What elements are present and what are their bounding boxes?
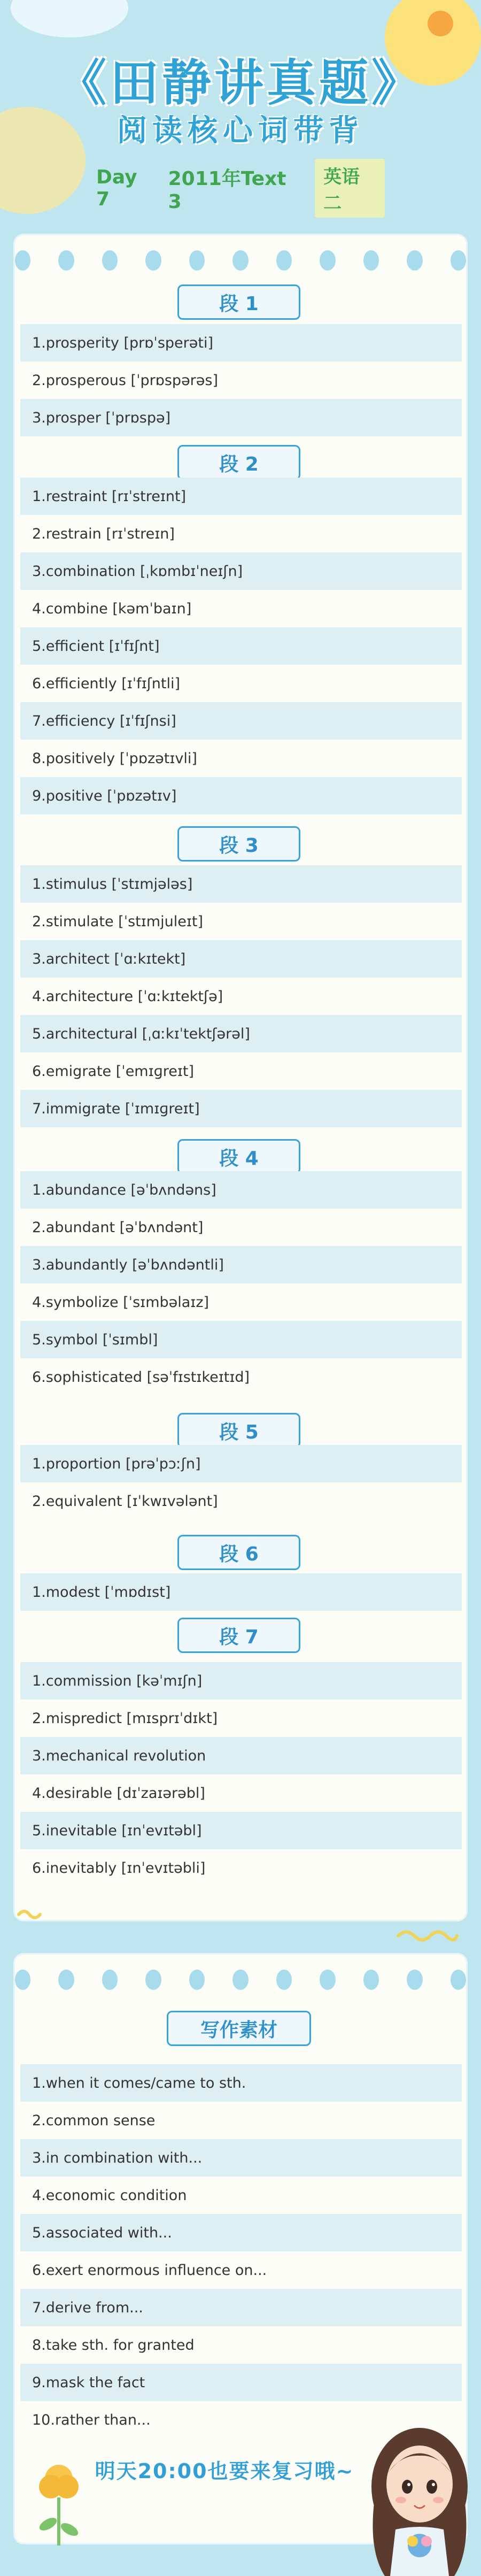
phrase-row: 7.derive from... bbox=[20, 2289, 462, 2326]
word-row: 8.positively [ˈpɒzətɪvli] bbox=[20, 740, 462, 777]
section-7-header: 段 7 bbox=[177, 1618, 300, 1653]
binder-holes bbox=[15, 250, 466, 271]
word-row: 5.inevitable [ɪnˈevɪtəbl] bbox=[20, 1812, 462, 1849]
word-row: 6.sophisticated [səˈfɪstɪkeɪtɪd] bbox=[20, 1358, 462, 1396]
section-4-header: 段 4 bbox=[177, 1139, 300, 1174]
word-row: 2.prosperous [ˈprɒspərəs] bbox=[20, 362, 462, 399]
binder-hole bbox=[189, 250, 205, 271]
binder-hole bbox=[320, 1970, 335, 1990]
binder-hole bbox=[363, 250, 379, 271]
section-1-header: 段 1 bbox=[177, 284, 300, 320]
word-row: 6.inevitably [ɪnˈevɪtəbli] bbox=[20, 1849, 462, 1887]
binder-hole bbox=[15, 1970, 30, 1990]
binder-holes bbox=[15, 1970, 466, 1990]
binder-hole bbox=[451, 1970, 466, 1990]
word-row: 2.stimulate [ˈstɪmjuleɪt] bbox=[20, 903, 462, 940]
word-row: 6.emigrate [ˈemɪɡreɪt] bbox=[20, 1052, 462, 1090]
footer-reminder: 明天20:00也要来复习哦~ bbox=[95, 2459, 354, 2483]
section-5-header: 段 5 bbox=[177, 1413, 300, 1448]
word-row: 3.mechanical revolution bbox=[20, 1737, 462, 1774]
flower-icon bbox=[29, 2455, 88, 2551]
binder-hole bbox=[145, 1970, 161, 1990]
word-row: 7.immigrate [ˈɪmɪɡreɪt] bbox=[20, 1090, 462, 1127]
header bbox=[0, 0, 481, 235]
girl-illustration-icon bbox=[363, 2423, 476, 2576]
word-row: 2.equivalent [ɪˈkwɪvələnt] bbox=[20, 1482, 462, 1520]
word-row: 2.restrain [rɪˈstreɪn] bbox=[20, 515, 462, 552]
level-badge: 英语二 bbox=[315, 159, 385, 218]
phrase-row: 5.associated with... bbox=[20, 2214, 462, 2251]
binder-hole bbox=[189, 1970, 205, 1990]
writing-header: 写作素材 bbox=[167, 2011, 311, 2046]
binder-hole bbox=[232, 250, 248, 271]
phrase-row: 3.in combination with... bbox=[20, 2139, 462, 2177]
decor-wave-icon bbox=[395, 1925, 460, 1947]
binder-hole bbox=[363, 1970, 379, 1990]
word-row: 5.efficient [ɪˈfɪʃnt] bbox=[20, 627, 462, 665]
word-row: 7.efficiency [ɪˈfɪʃnsi] bbox=[20, 702, 462, 740]
word-row: 3.combination [ˌkɒmbɪˈneɪʃn] bbox=[20, 552, 462, 590]
binder-hole bbox=[15, 250, 30, 271]
binder-hole bbox=[102, 250, 118, 271]
day-bar bbox=[96, 166, 385, 214]
text-ref-label: 2011年Text 3 bbox=[168, 168, 286, 213]
word-row: 1.stimulus [ˈstɪmjələs] bbox=[20, 865, 462, 903]
word-row: 5.symbol [ˈsɪmbl] bbox=[20, 1321, 462, 1358]
binder-hole bbox=[58, 250, 74, 271]
word-row: 1.modest [ˈmɒdɪst] bbox=[20, 1573, 462, 1611]
word-row: 1.proportion [prəˈpɔːʃn] bbox=[20, 1445, 462, 1482]
word-row: 3.prosper [ˈprɒspə] bbox=[20, 399, 462, 436]
word-row: 2.mispredict [mɪsprɪˈdɪkt] bbox=[20, 1700, 462, 1737]
page-subtitle: 阅读核心词带背 bbox=[117, 113, 364, 148]
word-row: 3.abundantly [əˈbʌndəntli] bbox=[20, 1246, 462, 1283]
word-row: 1.commission [kəˈmɪʃn] bbox=[20, 1662, 462, 1700]
binder-hole bbox=[232, 1970, 248, 1990]
word-row: 1.prosperity [prɒˈsperəti] bbox=[20, 324, 462, 362]
day-label: Day 7 bbox=[96, 166, 137, 210]
word-row: 2.abundant [əˈbʌndənt] bbox=[20, 1209, 462, 1246]
word-row: 6.efficiently [ɪˈfɪʃntli] bbox=[20, 665, 462, 702]
word-row: 4.symbolize [ˈsɪmbəlaɪz] bbox=[20, 1283, 462, 1321]
binder-hole bbox=[102, 1970, 118, 1990]
binder-hole bbox=[320, 250, 335, 271]
binder-hole bbox=[276, 1970, 292, 1990]
word-row: 4.architecture [ˈɑːkɪtektʃə] bbox=[20, 978, 462, 1015]
section-6-header: 段 6 bbox=[177, 1535, 300, 1570]
section-2-header: 段 2 bbox=[177, 445, 300, 480]
binder-hole bbox=[58, 1970, 74, 1990]
phrase-row: 2.common sense bbox=[20, 2102, 462, 2139]
word-row: 4.combine [kəmˈbaɪn] bbox=[20, 590, 462, 627]
word-row: 4.desirable [dɪˈzaɪərəbl] bbox=[20, 1774, 462, 1812]
phrase-row: 8.take sth. for granted bbox=[20, 2326, 462, 2364]
binder-hole bbox=[407, 1970, 422, 1990]
binder-hole bbox=[145, 250, 161, 271]
word-row: 3.architect [ˈɑːkɪtekt] bbox=[20, 940, 462, 978]
word-row: 1.abundance [əˈbʌndəns] bbox=[20, 1171, 462, 1209]
section-3-header: 段 3 bbox=[177, 826, 300, 862]
phrase-row: 1.when it comes/came to sth. bbox=[20, 2064, 462, 2102]
phrase-row: 9.mask the fact bbox=[20, 2364, 462, 2401]
phrase-row: 4.economic condition bbox=[20, 2177, 462, 2214]
binder-hole bbox=[451, 250, 466, 271]
binder-hole bbox=[407, 250, 422, 271]
word-row: 9.positive [ˈpɒzətɪv] bbox=[20, 777, 462, 814]
phrase-row: 10.rather than... bbox=[20, 2401, 462, 2439]
decor-wave-icon bbox=[16, 1904, 48, 1925]
binder-hole bbox=[276, 250, 292, 271]
word-row: 1.restraint [rɪˈstreɪnt] bbox=[20, 478, 462, 515]
page-title: 《田静讲真题》 bbox=[57, 55, 424, 112]
phrase-row: 6.exert enormous influence on... bbox=[20, 2251, 462, 2289]
word-row: 5.architectural [ˌɑːkɪˈtektʃərəl] bbox=[20, 1015, 462, 1052]
